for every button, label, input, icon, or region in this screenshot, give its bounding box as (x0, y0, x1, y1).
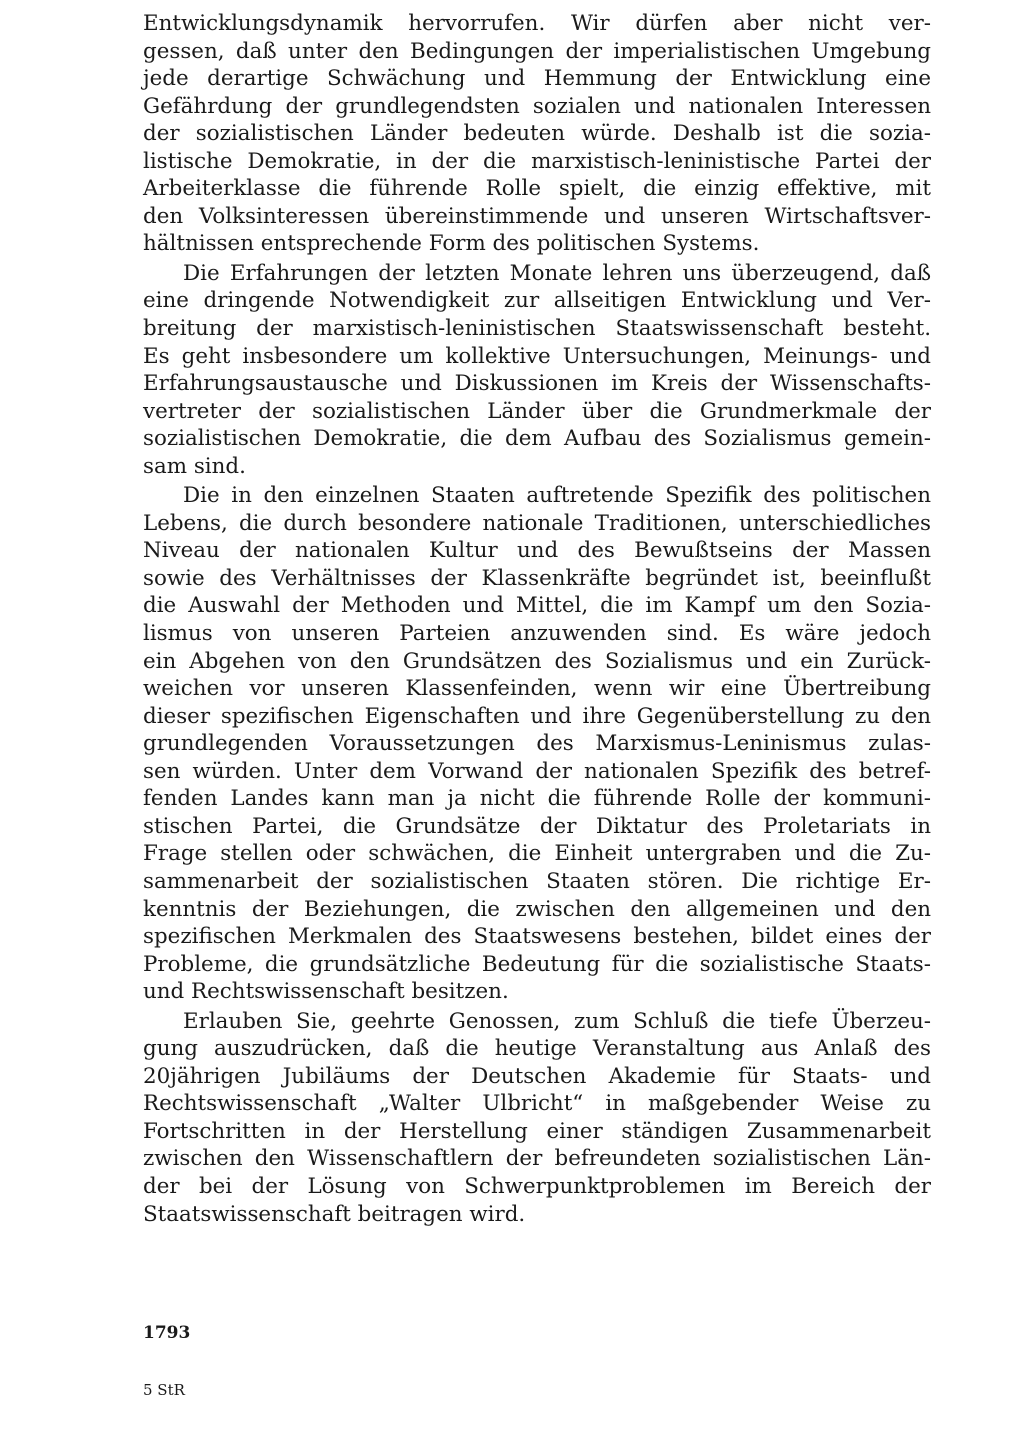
document-body (143, 10, 931, 1228)
text-line: weichen vor unseren Klassenfeinden, wenn wir eine Übertreibung (143, 676, 931, 702)
text-line: Arbeiterklasse die führende Rolle spielt, die einzig effektive, mit (143, 176, 931, 202)
text-line: Frage stellen oder schwächen, die Einheit untergraben und die Zu- (143, 841, 931, 867)
text-line: kenntnis der Beziehungen, die zwischen den allgemeinen und den (143, 896, 931, 922)
text-line: breitung der marxistisch-leninistischen Staatswissenschaft besteht. (143, 316, 931, 342)
text-line: Es geht insbesondere um kollektive Untersuchungen, Meinungs- und (143, 343, 931, 369)
text-line: sam sind. (143, 453, 246, 479)
paragraph-4 (143, 1008, 931, 1228)
text-line: listische Demokratie, in der die marxistisch-leninistische Partei der (143, 148, 931, 174)
paragraph-3 (143, 482, 931, 1005)
text-line: sen würden. Unter dem Vorwand der nationalen Spezifik des betref- (143, 758, 931, 784)
text-line: lismus von unseren Parteien anzuwenden sind. Es wäre jedoch (143, 621, 931, 647)
text-line: Rechtswissenschaft „Walter Ulbricht“ in maßgebender Weise zu (143, 1091, 931, 1117)
page-number: 1793 (143, 1323, 191, 1343)
text-line: spezifischen Merkmalen des Staatswesens bestehen, bildet eines der (143, 924, 931, 950)
text-line: zwischen den Wissenschaftlern der befreundeten sozialistischen Län- (143, 1146, 931, 1172)
text-line: Erfahrungsaustausche und Diskussionen im Kreis der Wissenschafts- (143, 371, 931, 397)
text-line: gessen, daß unter den Bedingungen der imperialistischen Umgebung (143, 38, 931, 64)
text-line: stischen Partei, die Grundsätze der Diktatur des Proletariats in (143, 813, 931, 839)
text-line: grundlegenden Voraussetzungen des Marxismus-Leninismus zulas- (143, 731, 931, 757)
text-line: sowie des Verhältnisses der Klassenkräfte begründet ist, beeinflußt (143, 565, 931, 591)
text-line: Die in den einzelnen Staaten auftretende Spezifik des politischen (183, 483, 931, 509)
text-line: der bei der Lösung von Schwerpunktproblemen im Bereich der (143, 1173, 931, 1199)
text-line: ein Abgehen von den Grundsätzen des Sozialismus und ein Zurück- (143, 648, 931, 674)
text-line: die Auswahl der Methoden und Mittel, die im Kampf um den Sozia- (143, 593, 931, 619)
text-line: eine dringende Notwendigkeit zur allseitigen Entwicklung und Ver- (143, 288, 931, 314)
text-line: hältnissen entsprechende Form des politischen Systems. (143, 231, 760, 257)
text-line: Gefährdung der grundlegendsten sozialen und nationalen Interessen (143, 93, 931, 119)
print-signature: 5 StR (143, 1381, 185, 1399)
text-line: Die Erfahrungen der letzten Monate lehren uns überzeugend, daß (183, 260, 931, 286)
text-line: den Volksinteressen übereinstimmende und unseren Wirtschaftsver- (143, 203, 931, 229)
text-line: fenden Landes kann man ja nicht die führende Rolle der kommuni- (143, 786, 931, 812)
paragraph-1 (143, 10, 931, 258)
paragraph-2 (143, 260, 931, 480)
text-line: Erlauben Sie, geehrte Genossen, zum Schluß die tiefe Überzeu- (183, 1008, 931, 1034)
text-line: Staatswissenschaft beitragen wird. (143, 1201, 526, 1227)
text-line: sozialistischen Demokratie, die dem Aufbau des Sozialismus gemein- (143, 426, 931, 452)
text-line: Lebens, die durch besondere nationale Traditionen, unterschiedliches (143, 510, 931, 536)
text-line: sammenarbeit der sozialistischen Staaten stören. Die richtige Er- (143, 868, 931, 894)
text-line: jede derartige Schwächung und Hemmung der Entwicklung eine (143, 66, 931, 92)
text-line: Niveau der nationalen Kultur und des Bewußtseins der Massen (143, 538, 931, 564)
text-line: und Rechtswissenschaft besitzen. (143, 979, 509, 1005)
text-line: gung auszudrücken, daß die heutige Veranstaltung aus Anlaß des (143, 1036, 931, 1062)
text-line: 20jährigen Jubiläums der Deutschen Akademie für Staats- und (143, 1063, 931, 1089)
text-line: dieser spezifischen Eigenschaften und ihre Gegenüberstellung zu den (143, 703, 931, 729)
text-line: Entwicklungsdynamik hervorrufen. Wir dürfen aber nicht ver- (143, 11, 931, 36)
text-line: der sozialistischen Länder bedeuten würde. Deshalb ist die sozia- (143, 121, 931, 147)
text-line: Fortschritten in der Herstellung einer ständigen Zusammenarbeit (143, 1118, 931, 1144)
text-line: vertreter der sozialistischen Länder über die Grundmerkmale der (143, 398, 931, 424)
text-line: Probleme, die grundsätzliche Bedeutung für die sozialistische Staats- (143, 951, 931, 977)
